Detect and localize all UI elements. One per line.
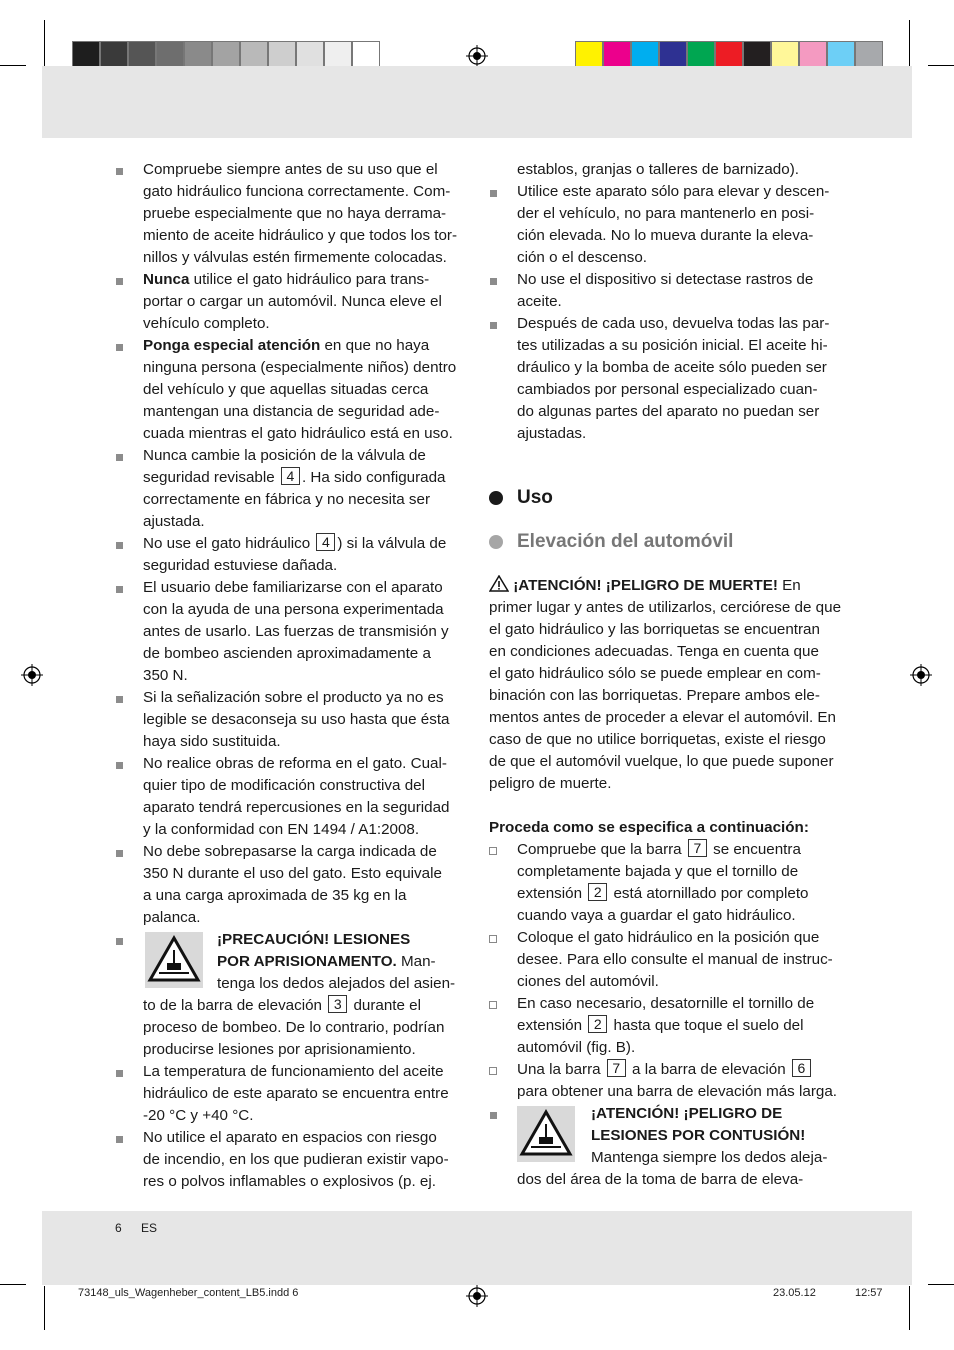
list-item: No debe sobrepasarse la carga indicada de 350 N durante el uso del gato. Esto equivale a una carga aproximada de 35 kg en la palanca.	[115, 841, 470, 929]
list-item: No utilice el aparato en espacios con riesgo de incendio, en los que pudieran existir vapo- res o polvos inflamables o explosivos (p. ej.	[115, 1127, 470, 1193]
heading-dot-icon	[489, 491, 503, 505]
checkbox-icon	[489, 935, 497, 943]
header-band	[42, 66, 912, 138]
list-item-warning: ¡PRECAUCIÓN! LESIONES POR APRISIONAMENTO. Man- tenga los dedos alejados del asien- to de la barra de elevación 3 durante el proceso de bombeo. De lo contrario, podrían producirse lesiones por aprisionamiento.	[115, 929, 470, 1061]
color-swatch	[855, 41, 883, 69]
indd-filename: 73148_uls_Wagenheber_content_LB5.indd 6	[78, 1287, 299, 1299]
checkbox-icon	[489, 847, 497, 855]
list-item: Utilice este aparato sólo para elevar y descen- der el vehículo, no para mantenerlo en posi- ción elevada. No lo mueva durante la eleva- ción o el descenso.	[489, 181, 849, 269]
color-swatch	[184, 41, 212, 69]
list-item: Después de cada uso, devuelva todas las par- tes utilizadas a su posición inicial. El aceite hi- dráulico y la bomba de aceite sólo pueden ser cambiados por personal especializado cuan- do algunas partes del aparato no puedan ser ajustadas.	[489, 313, 849, 445]
list-item: Nunca utilice el gato hidráulico para trans- portar o cargar un automóvil. Nunca eleve el vehículo completo.	[115, 269, 470, 335]
color-swatch	[268, 41, 296, 69]
color-swatch	[296, 41, 324, 69]
color-swatch	[827, 41, 855, 69]
color-swatch	[715, 41, 743, 69]
color-swatch	[352, 41, 380, 69]
print-date: 23.05.12	[773, 1287, 816, 1299]
heading-elevacion: Elevación del automóvil	[489, 529, 849, 555]
color-swatch	[324, 41, 352, 69]
color-swatch	[128, 41, 156, 69]
part-reference: 7	[607, 1059, 626, 1077]
part-reference: 4	[316, 533, 335, 551]
color-swatch	[240, 41, 268, 69]
checkbox-icon	[489, 1067, 497, 1075]
registration-mark-icon	[466, 1285, 488, 1307]
step-item: Compruebe que la barra 7 se encuentra completamente bajada y que el tornillo de extensión 2 está atornillado por completo cuando vaya a guardar el gato hidráulico.	[489, 839, 849, 927]
color-swatch	[799, 41, 827, 69]
part-reference: 6	[792, 1059, 811, 1077]
color-swatch	[72, 41, 100, 69]
list-item: Nunca cambie la posición de la válvula de seguridad revisable 4 . Ha sido configurada correctamente en fábrica y no necesita ser ajustada.	[115, 445, 470, 533]
color-swatch	[100, 41, 128, 69]
contusion-warning-icon	[517, 1106, 575, 1162]
list-item: No use el dispositivo si detectase rastros de aceite.	[489, 269, 849, 313]
checkbox-icon	[489, 1001, 497, 1009]
color-swatch	[743, 41, 771, 69]
registration-mark-icon	[466, 45, 488, 67]
list-item: El usuario debe familiarizarse con el aparato con la ayuda de una persona experimentada antes de usarlo. Las fuerzas de transmisión y de bombeo ascienden aproximadamente a 350 N.	[115, 577, 470, 687]
footer-band	[42, 1211, 912, 1285]
list-item: La temperatura de funcionamiento del aceite hidráulico de este aparato se encuentra entre -20 °C y +40 °C.	[115, 1061, 470, 1127]
language-code: ES	[141, 1221, 158, 1235]
page-number: 6	[115, 1221, 122, 1235]
color-swatch	[156, 41, 184, 69]
heading-dot-icon	[489, 535, 503, 549]
procedure-heading: Proceda como se especifica a continuación:	[489, 819, 809, 836]
color-swatch	[603, 41, 631, 69]
color-swatch	[659, 41, 687, 69]
color-swatch	[687, 41, 715, 69]
continued-text: establos, granjas o talleres de barnizado).	[517, 161, 799, 178]
color-swatch	[212, 41, 240, 69]
registration-mark-icon	[910, 664, 932, 686]
print-time: 12:57	[855, 1287, 883, 1299]
list-item: Si la señalización sobre el producto ya no es legible se desaconseja su uso hasta que ésta haya sido sustituida.	[115, 687, 470, 753]
part-reference: 4	[281, 467, 300, 485]
color-swatch	[575, 41, 603, 69]
registration-mark-icon	[21, 664, 43, 686]
right-column	[489, 159, 849, 1191]
step-item: Coloque el gato hidráulico en la posición que desee. Para ello consulte el manual de instruc- ciones del automóvil.	[489, 927, 849, 993]
part-reference: 3	[328, 995, 347, 1013]
list-item: Ponga especial atención en que no haya ninguna persona (especialmente niños) dentro del vehículo y que aquellas situadas cerca mantengan una distancia de seguridad ade- cuada mientras el gato hidráulico está en uso.	[115, 335, 470, 445]
crush-warning-icon	[145, 932, 203, 988]
part-reference: 2	[588, 883, 607, 901]
list-item: No use el gato hidráulico 4 ) si la válvula de seguridad estuviese dañada.	[115, 533, 470, 577]
step-item: Una la barra 7 a la barra de elevación 6 para obtener una barra de elevación más larga.	[489, 1059, 849, 1103]
list-item: Compruebe siempre antes de su uso que el gato hidráulico funciona correctamente. Com- pruebe especialmente que no haya derrama- miento de aceite hidráulico y que todos los tor- nillos y válvulas estén firmemente colocadas.	[115, 159, 470, 269]
part-reference: 2	[588, 1015, 607, 1033]
heading-uso: Uso	[489, 485, 849, 511]
warning-triangle-icon	[489, 575, 509, 592]
danger-warning: ¡ATENCIÓN! ¡PELIGRO DE MUERTE! En primer lugar y antes de utilizarlos, cerciórese de que el gato hidráulico y las borriquetas se encuentran en condiciones adecuadas. Tenga en cuenta que el gato hidráulico sólo se puede emplear en com- binación con las borriquetas. Prepare ambos ele- mentos antes de proceder a elevar el automóvil. En caso de que no utilice borriquetas, existe el riesgo de que el automóvil vuelque, lo que puede suponer peligro de muerte.	[489, 577, 842, 792]
step-item: En caso necesario, desatornille el tornillo de extensión 2 hasta que toque el suelo del automóvil (fig. B).	[489, 993, 849, 1059]
color-swatch	[771, 41, 799, 69]
left-column	[115, 159, 470, 1193]
color-swatch	[631, 41, 659, 69]
list-item-warning: ¡ATENCIÓN! ¡PELIGRO DE LESIONES POR CONTUSIÓN! Mantenga siempre los dedos aleja- dos del área de la toma de barra de eleva-	[489, 1103, 849, 1191]
list-item: No realice obras de reforma en el gato. Cual- quier tipo de modificación constructiva del aparato tendrá repercusiones en la seguridad y la conformidad con EN 1494 / A1:2008.	[115, 753, 470, 841]
part-reference: 7	[688, 839, 707, 857]
